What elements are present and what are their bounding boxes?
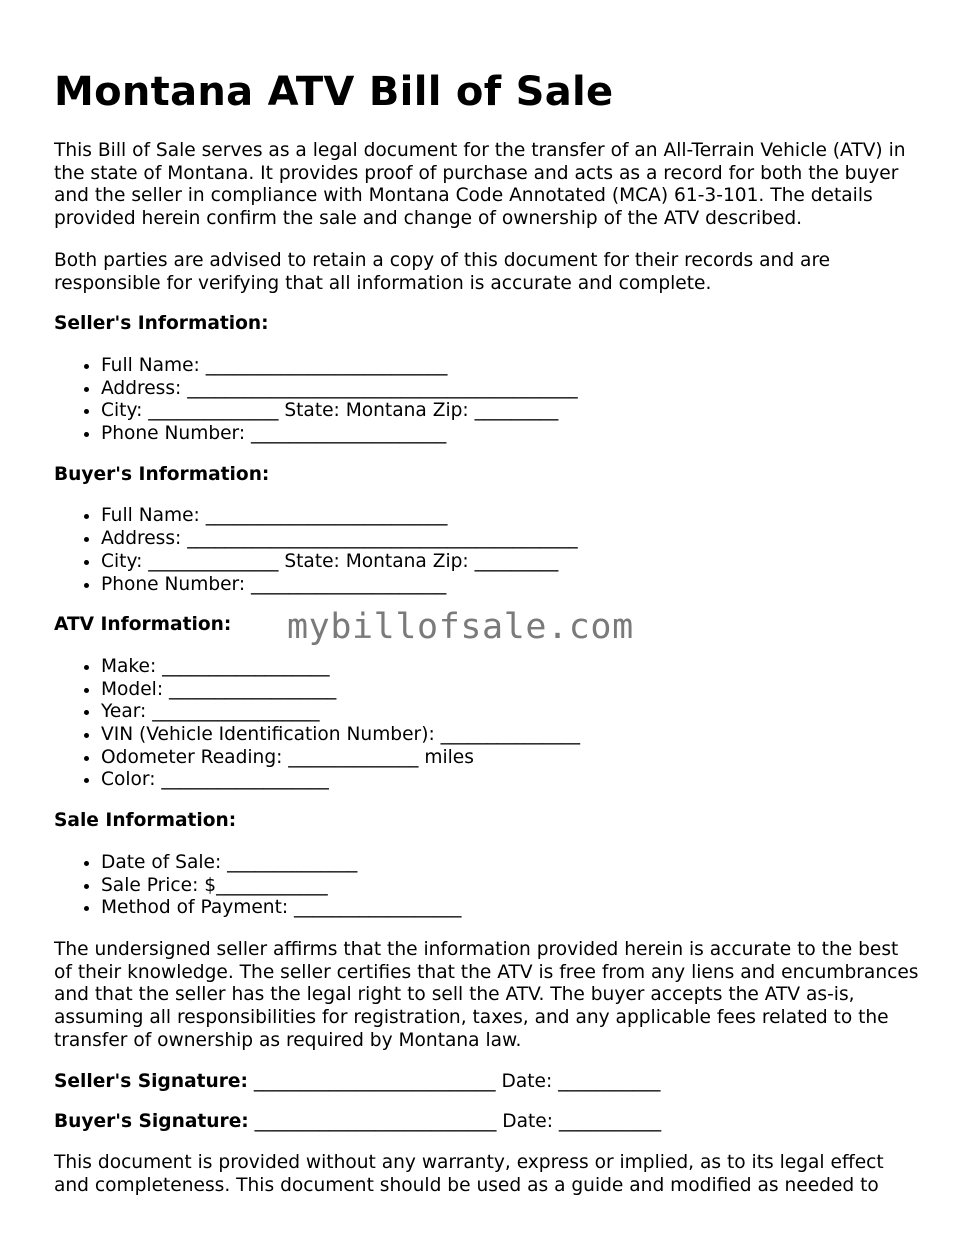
seller-signature-blank: __________________________ Date: ___________ [247, 1070, 661, 1092]
atv-odometer-field: • Odometer Reading: ______________ miles [101, 747, 920, 770]
buyer-city-state-zip-field: • City: ______________ State: Montana Zip: _________ [101, 551, 920, 574]
buyer-info-heading: Buyer's Information: [54, 463, 270, 485]
buyer-phone-field: • Phone Number: _____________________ [101, 574, 920, 597]
intro-paragraph-retain-copy: Both parties are advised to retain a copy of this document for their records and are responsible for verifying that all information is accurate and complete. [54, 249, 831, 294]
atv-info-heading: ATV Information: [54, 614, 232, 636]
buyer-signature-label: Buyer's Signature: [54, 1111, 249, 1133]
seller-info-heading: Seller's Information: [54, 313, 269, 335]
intro-paragraph-purpose: This Bill of Sale serves as a legal document for the transfer of an All-Terrain Vehicle (ATV) in the state of Montana. It provides proof of purchase and acts as a record for both the buyer and the seller in compliance with Montana Code Annotated (MCA) 61-3-101. The details provided herein confirm the sale and change of ownership of the ATV described. [54, 140, 906, 230]
sale-date-field: • Date of Sale: ______________ [101, 852, 920, 875]
buyer-signature-blank: __________________________ Date: ___________ [248, 1111, 662, 1133]
atv-make-field: • Make: __________________ [101, 656, 920, 679]
seller-affirmation-paragraph: The undersigned seller affirms that the information provided herein is accurate to the best of their knowledge. The seller certifies that the ATV is free from any liens and encumbrances and that the seller has the legal right to sell the ATV. The buyer accepts the ATV as-is, assuming all responsibilities for registration, taxes, and any applicable fees related to the transfer of ownership as required by Montana law. [54, 938, 919, 1051]
buyer-address-field: • Address: __________________________________________ [101, 528, 920, 551]
seller-signature-label: Seller's Signature: [54, 1070, 248, 1092]
seller-city-state-zip-field: • City: ______________ State: Montana Zip: _________ [101, 400, 920, 423]
watermark-text: mybillofsale.com [287, 607, 634, 647]
atv-year-field: • Year: __________________ [101, 701, 920, 724]
seller-info-list [54, 355, 920, 446]
buyer-full-name-field: • Full Name: __________________________ [101, 505, 920, 528]
payment-method-field: • Method of Payment: __________________ [101, 897, 920, 920]
sale-info-list [54, 852, 920, 920]
atv-info-list [54, 656, 920, 792]
disclaimer-paragraph: This document is provided without any warranty, express or implied, as to its legal effect and completeness. This document should be used as a guide and modified as needed to [54, 1151, 884, 1196]
seller-full-name-field: • Full Name: __________________________ [101, 355, 920, 378]
seller-phone-field: • Phone Number: _____________________ [101, 423, 920, 446]
atv-model-field: • Model: __________________ [101, 679, 920, 702]
sale-price-field: • Sale Price: $____________ [101, 875, 920, 898]
buyer-info-list [54, 505, 920, 596]
atv-vin-field: • VIN (Vehicle Identification Number): _______________ [101, 724, 920, 747]
buyer-signature-line [54, 1111, 920, 1134]
seller-signature-line [54, 1071, 920, 1094]
atv-color-field: • Color: __________________ [101, 769, 920, 792]
document-title: Montana ATV Bill of Sale [54, 69, 614, 115]
seller-address-field: • Address: __________________________________________ [101, 378, 920, 401]
sale-info-heading: Sale Information: [54, 810, 237, 832]
